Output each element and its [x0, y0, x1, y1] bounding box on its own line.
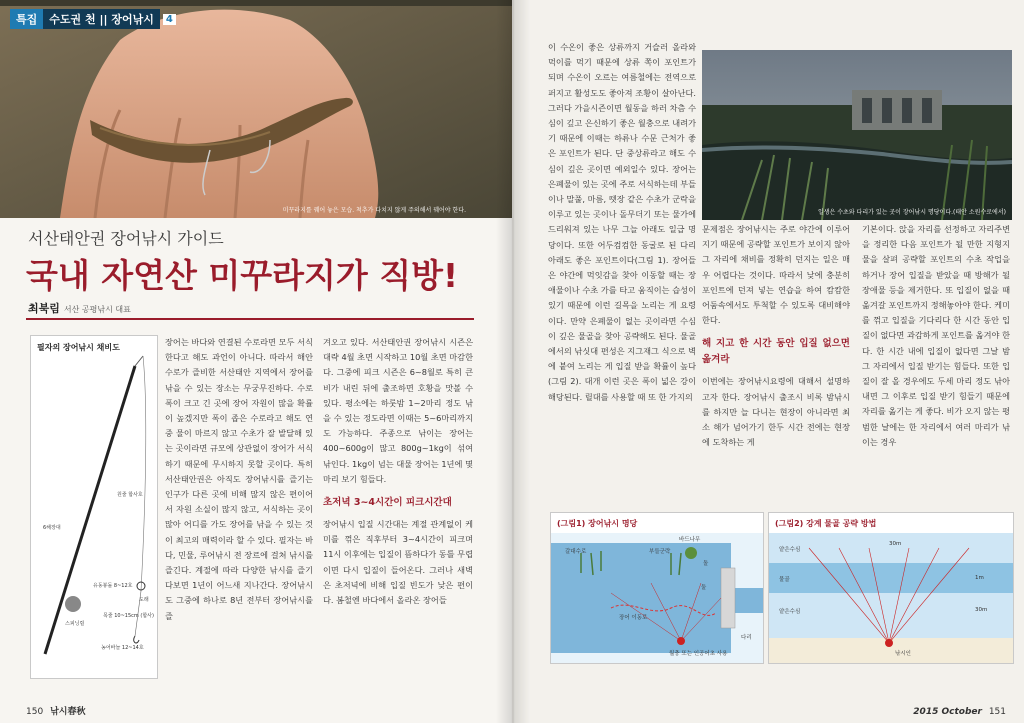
section-tag-topic [43, 9, 160, 29]
left-page-number: 150 [26, 707, 44, 717]
peak-time-subhead: 초저녁 3~4시간이 피크시간대 [323, 497, 452, 509]
right-column-1-text: 이 수온이 좋은 상류까지 거슬러 올라와 먹이를 먹기 때문에 상류 쪽이 포인트가 되며 수온이 오르는 여름철에는 전역으로 퍼지고 활성도도 좋아져 조황이 살아난다. 그러다 가을시즌이면 월동을 하러 차츰 수심이 깊고 은신하기 좋은 월충으로 내려가기 때문에 이때는 하류나 수문 근처가 좋은 포인트가 된다. 단 중상류라고 해도 수심이 깊은 곳이면 예외일수 있다. 장어는 은폐물이 있는 곳에 주로 서식하는데 부들이나 말풀, 마름, 뗏장 같은 수초가 군락을 이루고 있는 곳이나 돌무더기 또는 물가에 드리워져 있는 나무 그늘 아래도 일급 명당이다. 또한 어두컴컴한 동굴로 된 다리 아래도 좋은 포인트이다(그림 1). 장어들은 야간에 먹잇감을 찾아 이동할 때는 장애물이나 수초 가를 타고 움직이는 습성이 있기 때문에 이런 길목을 노리는 게 요령이다. 만약 은폐물이 없는 곳이라면 수심이 깊은 물골을 찾아 공략해도 된다. 물골에서의 낚싯대 편성은 지그재그 식으로 벽에 붙여 노리는 게 입질 받을 확률이 높다(그림 2). 대개 이런 곳은 폭이 넓은 강이 해당된다. 릴대를 사용할 때 또 한 가지의 [548, 42, 696, 402]
headline-rule [26, 318, 474, 320]
left-magazine-name: 낚시春秋 [50, 707, 86, 717]
rod-type-label: 6해장대 [43, 525, 61, 531]
left-column-2-text: 겨오고 있다. 서산태안권 장어낚시 시즌은 대략 4월 초면 시작하고 10월 초면 마감한다. 그중에 피크 시즌은 6~8월로 특히 큰 비가 내린 뒤에 출조하면 호황을 맛볼 수 있다. 평소에는 하룻밤 1~2마리 정도 낚을 수 있는 정도라면 이때는 5~6마리까지도 가능하다. 주종으로 낚이는 장어는 400~600g이 많고 800g~1kg이 섞여 낚인다. 1kg이 넘는 대물 장어는 1년에 몇 마리 보기 힘들다. [323, 337, 473, 484]
bank-label: 둘 [701, 585, 707, 591]
right-column-3-text: 기본이다. 앉을 자리를 선정하고 자리주변을 정리한 다음 포인트가 될 만한 지형지물을 살펴 공략할 포인트의 수초 작업을 하거나 장어 입질을 받았을 때 방해가 될 장애물 등을 제거한다. 또 입질이 없을 때 옮겨갈 포인트까지 정해놓아야 한다. 케미를 꺾고 입질을 기다리다 한 시간 동안 입질이 없다면 과감하게 포인트를 옮겨야 한다. 한 시간 내에 입질이 없다면 그날 밤 그 자리에서 입질 받기는 힘들다. 또한 입질이 잘 올 경우에도 두세 마리 정도 낚아내면 그 이후로 입질 받기 힘들기 때문에 자리를 옮기는 게 좋다. 비가 오지 않는 평범한 날에는 한 자리에서 여러 마리가 낚이는 경우 [862, 224, 1010, 447]
angler-label: 낚시인 [895, 651, 911, 657]
hook-label: 농어바늘 12~14호 [101, 645, 144, 651]
shallow-label-bottom: 얕은수심 [779, 609, 801, 615]
article-headline: 국내 자연산 미꾸라지가 직방! [26, 256, 459, 295]
waterway-illustration [702, 50, 1012, 220]
eel-spot-map [551, 513, 763, 663]
waterway-photo [702, 50, 1012, 220]
right-page [512, 0, 1024, 723]
right-column-2-text-b: 이번에는 장어낚시요령에 대해서 설명하고자 한다. 장어낚시 출조시 비록 밤낚시를 하지만 늘 다니는 현장이 아니라면 최소 해가 넘어가기 한두 시간 전에는 현장에 도착하는 게 [702, 376, 850, 448]
section-tag-number: 4 [163, 14, 176, 25]
channel-attack-diagram [768, 512, 1014, 664]
right-page-number: 151 [988, 707, 1006, 717]
reel-label: 스피닝릴 [65, 621, 85, 627]
move-spot-subhead: 해 지고 한 시간 동안 입질 없으면 옮겨라 [702, 338, 850, 366]
distance-label-top: 30m [889, 541, 902, 547]
channel-attack-diagram-title: (그림2) 강계 물골 공략 방법 [775, 519, 877, 528]
eel-spot-diagram [550, 512, 764, 664]
channel-label: 물골 [779, 577, 790, 583]
tackle-diagram-box [30, 335, 158, 679]
right-column-3 [862, 222, 1010, 450]
right-column-2 [702, 222, 850, 450]
eel-path-label: 장어 이동로 [619, 615, 648, 621]
willow-label: 바드나무 [679, 537, 701, 543]
waterway-caption: 일생은 수초와 다리가 있는 곳이 장어낚시 명당이다.(태안 소원수로에서) [817, 209, 1006, 216]
left-column-2 [323, 335, 473, 608]
distance-label-bottom: 30m [975, 607, 988, 613]
eel-spot-diagram-title: (그림1) 장어낚시 명당 [557, 519, 638, 528]
depth-label: 1m [975, 575, 984, 581]
left-column-1 [165, 335, 313, 624]
artificial-reef-label: 월충 또는 인공어초 사용 [669, 651, 728, 657]
section-tag-special: 특집 [10, 9, 43, 29]
right-magazine-date: 2015 October [913, 707, 982, 717]
fishing-rod-illustration [31, 336, 157, 678]
right-column-1 [548, 40, 696, 405]
loach-hand-photo [0, 0, 512, 218]
main-line-label: 원줄 합사호 [117, 492, 143, 498]
right-column-2-text: 문제점은 장어낚시는 주로 야간에 이루어지기 때문에 공략할 포인트가 보이지 않아 그 자리에 채비를 정확히 던지는 일은 매우 어렵다는 것이다. 따라서 낮에 충분히 포인트에 던져 넣는 연습을 하여 캄캄한 어둠속에서도 투척할 수 있도록 대비해야 한다. [702, 224, 850, 326]
tackle-diagram-title: 필자의 장어낚시 채비도 [37, 343, 120, 352]
channel-attack-map [769, 513, 1013, 663]
cattail-label: 부들군락 [649, 549, 671, 555]
shallow-label-top: 얕은수심 [779, 547, 801, 553]
rock-label: 돌 [703, 561, 709, 567]
author-name: 최북림 [28, 302, 60, 315]
left-column-1-text: 장어는 바다와 연결된 수로라면 모두 서식한다고 해도 과언이 아니다. 따라서 해안 수로가 즐비한 서산태안 지역에서 장어를 낚을 수 있는 장소는 무궁무진하다. 수로 폭이 크고 긴 곳에 장어 자원이 많을 확률이 높겠지만 폭이 좁은 수로라고 해도 연중 물이 마르지 않고 수초가 잘 발달해 있는 곳이라면 규모에 상관없이 장어가 서식하기 때문에 무시하지 못할 곳이다. 특히 서산태안권은 아직도 장어낚시를 즐기는 인구가 다른 곳에 비해 많지 않은 편이어서 자원 소실이 많지 않고, 서식하는 곳이 많아 어디를 가도 장어를 낚을 수 있는 것이 최고의 매력이라 할 수 있다. 필자는 바다, 민물, 루어낚시 전 장르에 걸쳐 낚시를 즐긴다. 계절에 따라 다양한 낚시를 즐기다보면 1년이 어느새 지나간다. 장어낚시도 그중에 하나로 8년 전부터 장어낚시를 즐 [165, 337, 313, 621]
swivel-label: 도래 [139, 597, 149, 603]
left-column-2-text-b: 장어낚시 입질 시간대는 계절 관계없이 케미를 꺾은 직후부터 3~4시간이 피크며 11시 이후에는 입질이 뜸하다가 동틀 무렵이면 다시 입질이 들어온다. 그러나 새벽은 초저녁에 비해 입질 빈도가 낮은 편이다. 봄철엔 바다에서 올라온 장어들 [323, 519, 473, 606]
byline [28, 300, 131, 316]
author-title: 서산 공평낚시 대표 [63, 305, 131, 314]
right-folio [913, 707, 1006, 717]
section-tag [10, 10, 176, 28]
photo-caption: 미꾸라지를 꿰어 놓은 모습. 척추가 다치지 않게 주의해서 꿰어야 한다. [282, 207, 466, 214]
reed-waterway-label: 갈대수로 [565, 549, 587, 555]
article-kicker: 서산태안권 장어낚시 가이드 [28, 229, 224, 248]
loach-hand-illustration [0, 0, 512, 218]
sinker-label: 유동봉돌 8~12호 [93, 583, 133, 589]
section-tag-topic-text: 수도권 천 [49, 13, 96, 26]
section-tag-topic-suffix: || 장어낚시 [99, 13, 154, 26]
left-folio [26, 704, 85, 717]
bridge-label: 다리 [741, 635, 752, 641]
leader-label: 목줄 10~15cm (합사) [103, 613, 154, 619]
